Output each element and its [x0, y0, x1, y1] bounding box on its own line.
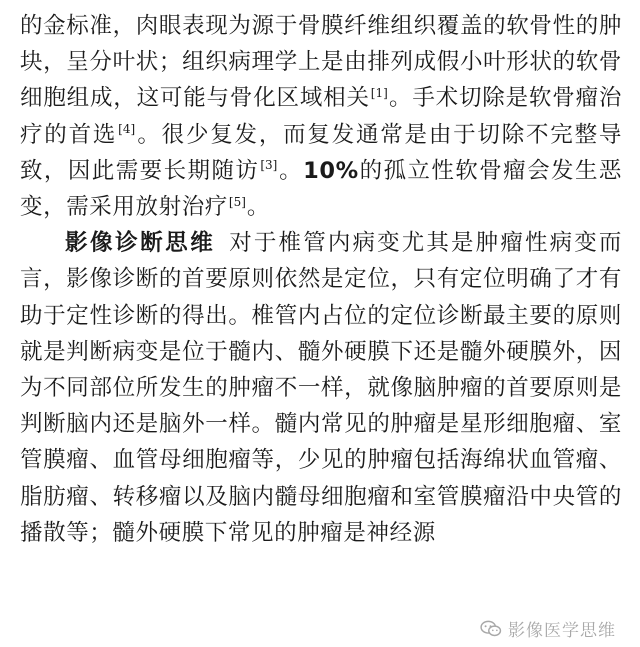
watermark [480, 616, 616, 641]
text-segment: 的金标准，肉眼表现为源于骨膜纤维组织覆盖的软骨性的肿块，呈分叶状；组织病理学上是由排列成假小叶形状的软骨细胞组成，这可能与骨化区域相关 [20, 13, 622, 112]
section-body: 对于椎管内病变尤其是肿瘤性病变而言，影像诊断的首要原则依然是定位，只有定位明确了才有助于定性诊断的得出。椎管内占位的定位诊断最主要的原则就是判断病变是位于髓内、髓外硬膜下还是髓外硬膜外，因为不同部位所发生的肿瘤不一样，就像脑肿瘤的首要原则是判断脑内还是脑外一样。髓内常见的肿瘤是星形细胞瘤、室管膜瘤、血管母细胞瘤等，少见的肿瘤包括海绵状血管瘤、脂肪瘤、转移瘤以及脑内髓母细胞瘤和室管膜瘤沿中央管的播散等；髓外硬膜下常见的肿瘤是神经源 [20, 230, 622, 546]
section-heading: 影像诊断思维 [65, 230, 216, 257]
text-segment: 。很少复发，而复发通常是由于切除不完整导致，因此需要长期随访 [20, 121, 622, 184]
watermark-text: 影像医学思维 [508, 621, 616, 641]
percentage-value: 10% [303, 157, 359, 184]
citation-1: [1] [370, 85, 388, 100]
paragraph-imaging-diagnosis [20, 225, 622, 551]
text-segment: 。 [246, 194, 271, 221]
wechat-icon [480, 620, 502, 638]
article-page [20, 8, 622, 551]
citation-5: [5] [228, 194, 246, 209]
citation-4: [4] [118, 122, 136, 137]
text-segment: 。 [278, 157, 304, 184]
text-segment: 的孤立性软骨瘤会发生恶变，需采用放射治疗 [20, 157, 622, 221]
citation-3: [3] [260, 158, 278, 173]
paragraph-chondroma-treatment [20, 8, 622, 225]
text-segment: 。手术切除是软骨瘤治疗的首选 [20, 85, 622, 148]
